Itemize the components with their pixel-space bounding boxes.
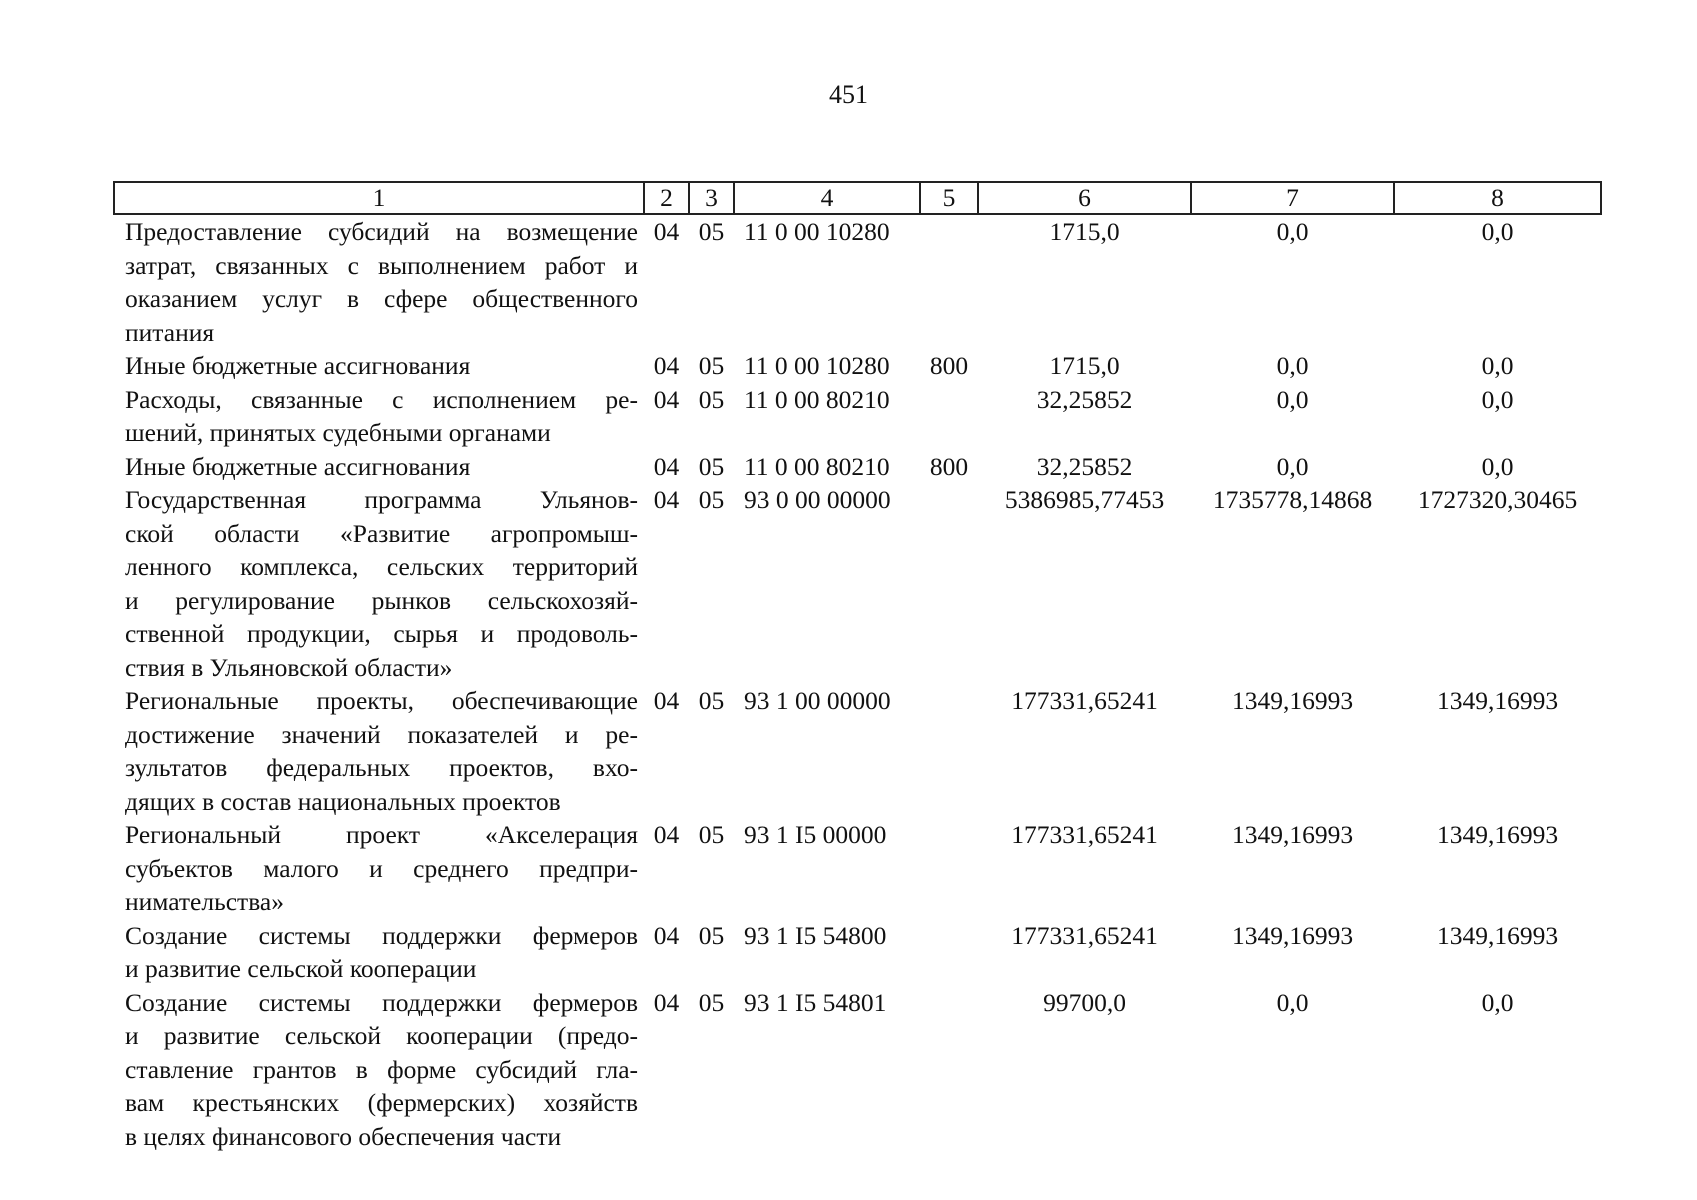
row-section-code: 04: [653, 686, 680, 715]
row-name-line: субъектов малого и среднего предпри-: [125, 853, 638, 883]
row-name-line: и развитие сельской кооперации: [125, 954, 477, 983]
table-row: [114, 919, 1601, 986]
header-col-7: 7: [1191, 182, 1394, 214]
header-col-8: 8: [1394, 182, 1601, 214]
row-amount-col-7: 0,0: [1276, 451, 1309, 481]
row-amount-col-8: 0,0: [1481, 217, 1514, 246]
row-name-line: ственной продукции, сырья и продоволь-: [125, 619, 638, 648]
row-subsection-code: 05: [698, 451, 725, 481]
row-name-line: дящих в состав национальных проектов: [125, 786, 561, 816]
row-amount-col-7: 0,0: [1276, 351, 1309, 380]
row-section-code: 04: [653, 217, 680, 246]
row-section-code: 04: [653, 384, 680, 414]
row-amount-col-6: 1715,0: [1049, 351, 1120, 380]
row-amount-col-7: 0,0: [1276, 987, 1309, 1017]
table-row: [114, 214, 1601, 349]
header-col-2: 2: [644, 182, 689, 214]
table-row: [114, 383, 1601, 450]
table-header: [114, 182, 1601, 214]
row-expense-type: [920, 483, 978, 684]
row-expense-type: [920, 919, 978, 986]
row-name-line: и развитие сельской кооперации (предо-: [125, 1021, 638, 1050]
row-name: [114, 383, 644, 450]
row-name-line: вам крестьянских (фермерских) хозяйств: [125, 1088, 638, 1117]
row-name-line: ставление грантов в форме субсидий гла-: [125, 1054, 638, 1084]
row-amount-col-6: 177331,65241: [1011, 920, 1158, 950]
header-col-6: 6: [978, 182, 1191, 214]
row-name-line: Иные бюджетные ассигнования: [125, 451, 471, 481]
row-subsection-code: 05: [698, 384, 725, 414]
row-amount-col-6: 32,25852: [1036, 384, 1133, 414]
row-target-article: 93 1 00 00000: [744, 686, 891, 715]
table-row: [114, 450, 1601, 484]
table-row: [114, 684, 1601, 818]
row-subsection-code: 05: [698, 686, 725, 715]
row-amount-col-7: 0,0: [1276, 384, 1309, 414]
row-subsection-code: 05: [698, 351, 725, 380]
row-target-article: 11 0 00 80210: [744, 384, 890, 414]
header-col-3: 3: [689, 182, 734, 214]
row-target-article: 11 0 00 10280: [744, 351, 890, 380]
header-row: [114, 182, 1601, 214]
row-name: [114, 214, 644, 349]
row-name: [114, 919, 644, 986]
budget-table: [113, 181, 1602, 1153]
row-subsection-code: 05: [698, 485, 725, 514]
row-section-code: 04: [653, 987, 680, 1017]
row-subsection-code: 05: [698, 987, 725, 1017]
row-target-article: 93 1 I5 00000: [744, 820, 887, 849]
row-amount-col-8: 1349,16993: [1436, 686, 1559, 715]
row-expense-type: [920, 684, 978, 818]
row-target-article: 11 0 00 80210: [744, 451, 890, 481]
row-amount-col-7: 1735778,14868: [1212, 485, 1373, 514]
row-amount-col-7: 0,0: [1276, 217, 1309, 246]
row-section-code: 04: [653, 451, 680, 481]
row-name-line: Региональный проект «Акселерация: [125, 820, 638, 849]
row-name-line: Создание системы поддержки фермеров: [125, 920, 638, 950]
header-col-5: 5: [920, 182, 978, 214]
row-subsection-code: 05: [698, 820, 725, 849]
row-name-line: Государственная программа Ульянов-: [125, 485, 638, 514]
row-section-code: 04: [653, 920, 680, 950]
row-amount-col-8: 1727320,30465: [1417, 485, 1578, 514]
row-amount-col-6: 99700,0: [1043, 987, 1126, 1017]
row-expense-type: 800: [929, 351, 969, 380]
row-name-line: Региональные проекты, обеспечивающие: [125, 686, 638, 715]
row-amount-col-8: 1349,16993: [1436, 820, 1559, 849]
row-name-line: шений, принятых судебными органами: [125, 418, 551, 447]
row-name-line: питания: [125, 317, 215, 347]
row-name: [114, 483, 644, 684]
row-amount-col-8: 0,0: [1481, 451, 1514, 481]
row-amount-col-7: 1349,16993: [1231, 686, 1354, 715]
row-name-line: оказанием услуг в сфере общественного: [125, 284, 638, 313]
header-col-1: 1: [114, 182, 644, 214]
row-section-code: 04: [653, 820, 680, 849]
row-subsection-code: 05: [698, 920, 725, 950]
row-name-line: и регулирование рынков сельскохозяй-: [125, 585, 638, 615]
row-name-line: Расходы, связанные с исполнением ре-: [125, 384, 638, 414]
row-amount-col-6: 32,25852: [1036, 451, 1133, 481]
row-name-line: ствия в Ульяновской области»: [125, 652, 453, 682]
row-name-line: Предоставление субсидий на возмещение: [125, 217, 638, 246]
row-target-article: 93 1 I5 54800: [744, 920, 887, 950]
row-name-line: в целях финансового обеспечения части: [125, 1121, 562, 1151]
row-name-line: ленного комплекса, сельских территорий: [125, 552, 638, 581]
table-row: [114, 818, 1601, 919]
row-amount-col-8: 0,0: [1481, 384, 1514, 414]
row-name-line: нимательства»: [125, 887, 284, 916]
row-expense-type: [920, 818, 978, 919]
row-name: [114, 684, 644, 818]
row-section-code: 04: [653, 351, 680, 380]
row-expense-type: [920, 383, 978, 450]
row-name-line: достижение значений показателей и ре-: [125, 719, 638, 749]
row-name-line: затрат, связанных с выполнением работ и: [125, 250, 638, 280]
row-expense-type: 800: [929, 451, 969, 481]
row-name: [114, 349, 644, 383]
row-amount-col-6: 1715,0: [1049, 217, 1120, 246]
row-amount-col-7: 1349,16993: [1231, 820, 1354, 849]
row-amount-col-8: 1349,16993: [1436, 920, 1559, 950]
row-amount-col-6: 177331,65241: [1011, 820, 1158, 849]
row-section-code: 04: [653, 485, 680, 514]
table-row: [114, 986, 1601, 1154]
row-amount-col-8: 0,0: [1481, 987, 1514, 1017]
row-name-line: Иные бюджетные ассигнования: [125, 351, 471, 380]
row-name-line: ской области «Развитие агропромыш-: [125, 518, 638, 548]
row-target-article: 11 0 00 10280: [744, 217, 890, 246]
page-number: 451: [829, 80, 868, 109]
row-target-article: 93 1 I5 54801: [744, 987, 887, 1017]
table-row: [114, 349, 1601, 383]
row-amount-col-8: 0,0: [1481, 351, 1514, 380]
header-col-4: 4: [734, 182, 920, 214]
row-name: [114, 450, 644, 484]
table-body: [114, 214, 1601, 1153]
row-target-article: 93 0 00 00000: [744, 485, 891, 514]
row-name-line: зультатов федеральных проектов, вхо-: [125, 753, 638, 782]
row-subsection-code: 05: [698, 217, 725, 246]
row-amount-col-7: 1349,16993: [1231, 920, 1354, 950]
row-expense-type: [920, 214, 978, 349]
row-name: [114, 818, 644, 919]
row-amount-col-6: 177331,65241: [1011, 686, 1158, 715]
row-name: [114, 986, 644, 1154]
table-row: [114, 483, 1601, 684]
row-amount-col-6: 5386985,77453: [1004, 485, 1165, 514]
row-expense-type: [920, 986, 978, 1154]
row-name-line: Создание системы поддержки фермеров: [125, 987, 638, 1017]
